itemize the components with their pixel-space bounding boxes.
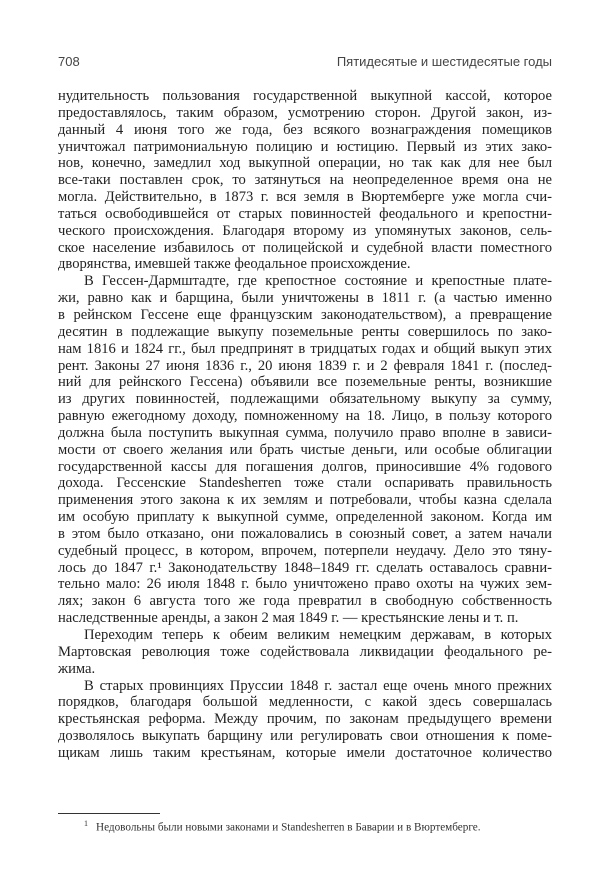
text-line: наследственные аренды, а закон 2 мая 1849 г. — крестьянские лены и т. п.: [58, 610, 519, 627]
text-line: ний для рейнского Гессена) объявили все поземельные ренты, возникшие: [58, 374, 552, 391]
text-line: все-таки поставлен срок, то затянуться на неопределенное время она не: [58, 172, 552, 189]
paragraph: [58, 678, 552, 762]
text-line: крестьянская реформа. Между прочим, по законам предыдущего времени: [58, 711, 552, 728]
text-line: дворянства, имевшей также феодальное происхождение.: [58, 256, 411, 273]
page-number: 708: [58, 54, 80, 69]
text-line: нов, конечно, замедлил ход выкупной операции, но так как для нее был: [58, 155, 552, 172]
text-line: данный 4 июня того же года, без всякого вознаграждения помещиков: [58, 121, 552, 138]
text-line: дохода. Гессенские Standesherren тоже стали оспаривать правильность: [58, 475, 552, 492]
text-line: таться освободившейся от старых повинностей феодального и крепостни-: [58, 205, 552, 222]
text-line: в рейнском Гессене еще французским законодательством), а превращение: [58, 306, 552, 323]
text-line: предоставлялось, таким образом, усмотрению сторон. Другой закон, из-: [58, 104, 552, 121]
text-line: лях; закон 6 августа того же года превратил в свободную собственность: [58, 593, 552, 610]
text-line: могла. Действительно, в 1873 г. вся земля в Вюртемберге уже могла счи-: [58, 189, 552, 206]
text-line: В старых провинциях Пруссии 1848 г. застал еще очень много прежних: [84, 677, 552, 694]
text-line: им особую приплату к выкупной сумме, определенной законом. Когда им: [58, 509, 552, 526]
text-line: лось до 1847 г.¹ Законодательству 1848–1849 гг. сделать оставалось сравни-: [58, 559, 552, 576]
paragraph: [58, 627, 552, 678]
text-line: ческого происхождения. Благодаря второму из упомянутых законов, сель-: [58, 222, 552, 239]
text-line: должна была поступить выкупная сумма, получило право вполне в зависи-: [58, 424, 552, 441]
text-line: щикам лишь таким крестьянам, которые имели достаточное количество: [58, 744, 552, 761]
text-line: десятин в подлежащие выкупу поземельные ренты совершилось по зако-: [58, 323, 552, 340]
footnote: [84, 819, 481, 834]
text-line: из других повинностей, подлежащими обязательному выкупу за сумму,: [58, 391, 552, 408]
text-line: нудительность пользования государственной выкупной кассой, которое: [58, 88, 552, 104]
paragraph: [58, 88, 552, 273]
text-line: государственной кассы для погашения долгов, приносившие 4% годового: [58, 458, 552, 475]
body-text: [58, 88, 552, 762]
text-line: применения этого закона к их землям и потребовали, чтобы казна сделала: [58, 492, 552, 509]
text-line: ское население избавилось от полицейской и судебной власти поместного: [58, 239, 552, 256]
paragraph: [58, 273, 552, 627]
text-line: Мартовская революция тоже содействовала ликвидации феодального ре-: [58, 643, 552, 660]
footnote-marker: 1: [84, 819, 88, 828]
text-line: В Гессен-Дармштадте, где крепостное состояние и крепостные плате-: [84, 273, 552, 290]
text-line: порядков, благодаря большой медленности, с какой здесь совершалась: [58, 694, 552, 711]
text-line: в этом было отказано, они пожаловались в союзный совет, а затем начали: [58, 525, 552, 542]
text-line: мости от своего желания или брать чистые деньги, или особые облигации: [58, 441, 552, 458]
text-line: дозволялось выкупать барщину или регулировать свои отношения к поме-: [58, 728, 552, 745]
text-line: уничтожал патримониальную полицию и юстицию. Первый из этих зако-: [58, 138, 552, 155]
text-line: Переходим теперь к обеим великим немецким державам, в которых: [84, 627, 552, 643]
text-line: тельно мало: 26 июля 1848 г. было уничтожено право охоты на чужих зем-: [58, 576, 552, 593]
text-line: рент. Законы 27 июня 1836 г., 20 июня 1839 г. и 2 февраля 1841 г. (послед-: [58, 357, 552, 374]
text-line: жима.: [58, 660, 96, 677]
footnote-rule: [58, 813, 160, 814]
text-line: судебный процесс, в котором, впрочем, потерпели неудачу. Дело это тяну-: [58, 542, 552, 559]
running-title: Пятидесятые и шестидесятые годы: [336, 54, 552, 69]
text-line: жи, равно как и барщина, были уничтожены в 1811 г. (а частью именно: [58, 290, 552, 307]
text-line: нам 1816 и 1824 гг., был предпринят в тридцатых годах и общий выкуп этих: [58, 340, 552, 357]
footnote-text: Недовольны были новыми законами и Standesherren в Баварии и в Вюртемберге.: [96, 821, 481, 834]
text-line: равную ежегодному доходу, помноженному на 18. Лицо, в пользу которого: [58, 408, 552, 425]
